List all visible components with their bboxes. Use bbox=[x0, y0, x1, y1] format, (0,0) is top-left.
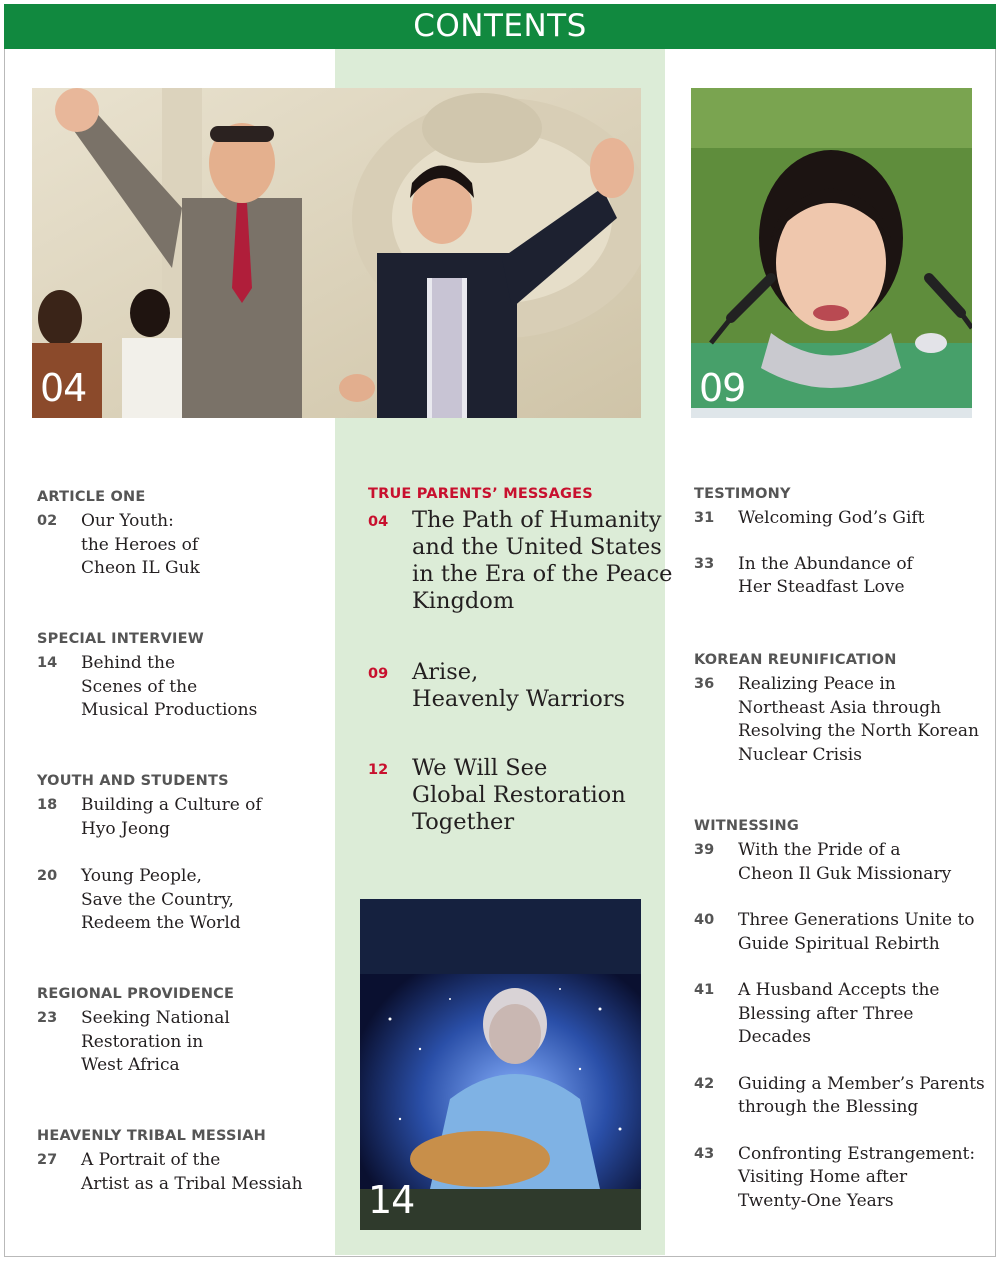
entry-title: Our Youth: the Heroes of Cheon IL Guk bbox=[81, 511, 200, 578]
page-number: 09 bbox=[368, 666, 389, 682]
section-witnessing bbox=[694, 817, 985, 1213]
page-number: 39 bbox=[694, 842, 715, 858]
page-number: 33 bbox=[694, 555, 715, 572]
section-label: SPECIAL INTERVIEW bbox=[37, 631, 204, 647]
page-number: 42 bbox=[694, 1075, 715, 1092]
section-article-one bbox=[37, 488, 200, 581]
section-label: YOUTH AND STUDENTS bbox=[37, 773, 229, 789]
entry-title: Building a Culture of Hyo Jeong bbox=[81, 795, 262, 839]
page-number: 41 bbox=[694, 982, 715, 998]
page-number: 31 bbox=[694, 510, 715, 526]
toc-entry[interactable] bbox=[368, 755, 672, 836]
entry-title: Three Generations Unite to Guide Spiritual Rebirth bbox=[738, 910, 975, 954]
toc-entry[interactable] bbox=[37, 865, 262, 936]
page-number: 12 bbox=[368, 762, 389, 778]
page-title: CONTENTS bbox=[413, 8, 587, 44]
toc-entry[interactable] bbox=[368, 659, 672, 713]
toc-entry[interactable] bbox=[694, 673, 979, 767]
toc-entry[interactable] bbox=[694, 553, 925, 600]
contents-header bbox=[4, 4, 996, 49]
photo-14-number: 14 bbox=[368, 1178, 415, 1222]
page-number: 14 bbox=[37, 655, 58, 671]
page-number: 36 bbox=[694, 676, 715, 692]
entry-title: The Path of Humanity and the United States in the Era of the Peace Kingdom bbox=[412, 507, 673, 614]
photo-09-number: 09 bbox=[699, 366, 746, 410]
photo-04[interactable] bbox=[32, 88, 641, 418]
section-true-parents-messages bbox=[368, 485, 672, 836]
section-label: TESTIMONY bbox=[694, 486, 791, 502]
entry-title: A Husband Accepts the Blessing after Three Decades bbox=[738, 980, 940, 1047]
page-number: 40 bbox=[694, 912, 715, 928]
page-number: 23 bbox=[37, 1010, 58, 1026]
section-regional-providence bbox=[37, 985, 234, 1078]
toc-entry[interactable] bbox=[37, 1149, 303, 1196]
toc-entry[interactable] bbox=[368, 507, 672, 615]
section-label: HEAVENLY TRIBAL MESSIAH bbox=[37, 1128, 267, 1144]
page-number: 27 bbox=[37, 1152, 58, 1168]
entry-title: Behind the Scenes of the Musical Productions bbox=[81, 653, 258, 720]
section-label: ARTICLE ONE bbox=[37, 489, 146, 505]
section-label: REGIONAL PROVIDENCE bbox=[37, 986, 235, 1002]
toc-entry[interactable] bbox=[37, 510, 200, 581]
page-number: 43 bbox=[694, 1145, 715, 1162]
entry-title: Welcoming God’s Gift bbox=[738, 508, 925, 528]
entry-title: With the Pride of a Cheon Il Guk Missionary bbox=[738, 840, 952, 884]
photo-14[interactable] bbox=[360, 899, 641, 1230]
entry-title: Guiding a Member’s Parents through the Blessing bbox=[738, 1073, 985, 1117]
toc-entry[interactable] bbox=[694, 909, 985, 956]
section-heavenly-tribal-messiah bbox=[37, 1127, 303, 1196]
toc-entry[interactable] bbox=[694, 839, 985, 886]
entry-title: Arise, Heavenly Warriors bbox=[412, 659, 626, 712]
toc-entry[interactable] bbox=[694, 1143, 985, 1214]
toc-entry[interactable] bbox=[37, 1007, 234, 1078]
photo-09[interactable] bbox=[691, 88, 972, 418]
toc-entry[interactable] bbox=[37, 652, 257, 723]
section-label: TRUE PARENTS’ MESSAGES bbox=[368, 486, 593, 502]
page-number: 02 bbox=[37, 513, 58, 529]
photo-04-number: 04 bbox=[40, 366, 87, 410]
toc-entry[interactable] bbox=[37, 794, 262, 841]
section-label: KOREAN REUNIFICATION bbox=[694, 652, 897, 668]
toc-entry[interactable] bbox=[694, 507, 925, 531]
page-number: 20 bbox=[37, 868, 58, 884]
entry-title: In the Abundance of Her Steadfast Love bbox=[738, 553, 913, 597]
page-number: 18 bbox=[37, 797, 58, 813]
toc-entry[interactable] bbox=[694, 1073, 985, 1120]
entry-title: We Will See Global Restoration Together bbox=[412, 755, 626, 835]
section-testimony bbox=[694, 485, 925, 600]
toc-entry[interactable] bbox=[694, 979, 985, 1050]
entry-title: Seeking National Restoration in West Africa bbox=[81, 1008, 230, 1075]
page-number: 04 bbox=[368, 514, 389, 530]
section-youth-and-students bbox=[37, 772, 262, 936]
entry-title: Young People, Save the Country, Redeem the World bbox=[81, 866, 241, 933]
section-korean-reunification bbox=[694, 651, 979, 767]
section-label: WITNESSING bbox=[694, 818, 799, 834]
photo-04-illustration bbox=[32, 88, 641, 418]
section-special-interview bbox=[37, 630, 257, 723]
entry-title: Realizing Peace in Northeast Asia through Resolving the North Korean Nuclear Crisis bbox=[738, 674, 979, 765]
entry-title: Confronting Estrangement: Visiting Home after Twenty-One Years bbox=[738, 1143, 976, 1211]
entry-title: A Portrait of the Artist as a Tribal Messiah bbox=[81, 1150, 303, 1194]
